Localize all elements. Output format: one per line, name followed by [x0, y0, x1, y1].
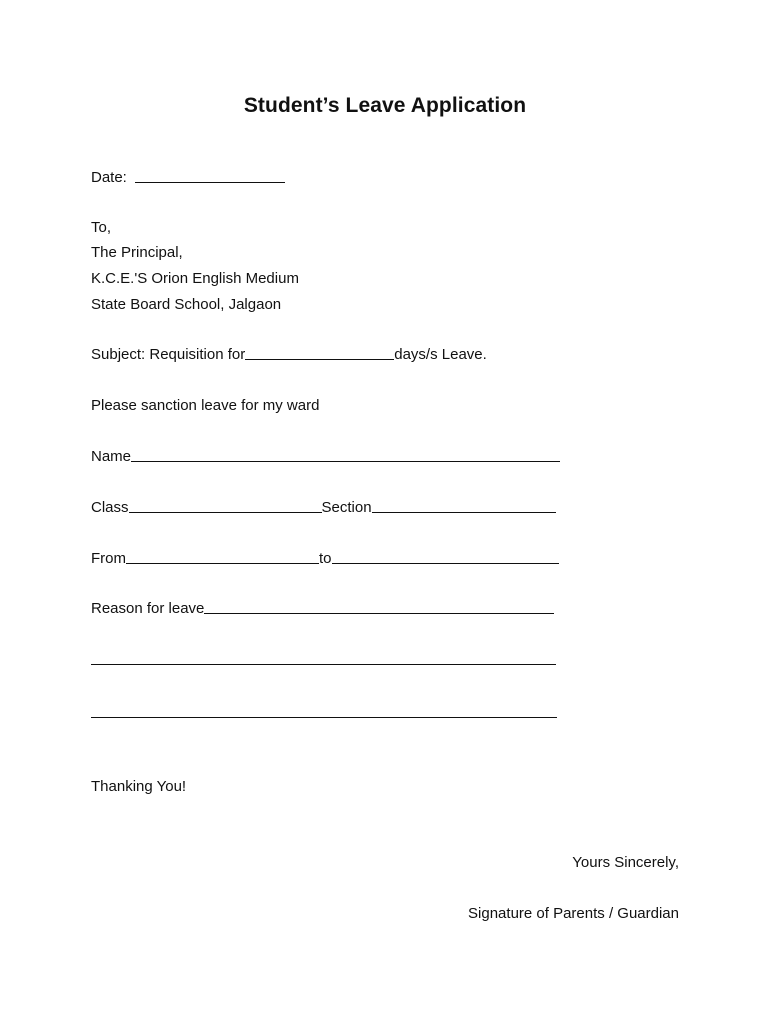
closing-text: Yours Sincerely,	[572, 854, 679, 871]
date-row	[91, 168, 285, 188]
subject-row	[91, 345, 487, 365]
reason-blank	[204, 601, 554, 614]
signature-label: Signature of Parents / Guardian	[468, 905, 679, 922]
subject-suffix: days/s Leave.	[394, 346, 487, 363]
date-blank	[135, 170, 285, 183]
thanks-text: Thanking You!	[91, 778, 187, 795]
section-label: Section	[321, 499, 372, 516]
reason-extra-blank-1	[91, 652, 556, 665]
from-label: From	[91, 550, 126, 567]
to-date-blank	[332, 551, 559, 564]
date-range-row	[91, 549, 559, 569]
reason-extra-line-1	[91, 650, 556, 670]
from-blank	[126, 551, 319, 564]
reason-extra-line-2	[91, 703, 557, 723]
reason-row	[91, 599, 554, 619]
to-label: To,	[91, 219, 112, 236]
section-blank	[372, 500, 556, 513]
request-text: Please sanction leave for my ward	[91, 397, 320, 414]
subject-prefix: Subject: Requisition for	[91, 346, 246, 363]
days-blank	[245, 347, 394, 360]
class-blank	[129, 500, 322, 513]
date-label: Date:	[91, 169, 127, 186]
school-name-line2: State Board School, Jalgaon	[91, 296, 282, 313]
page-title: Student’s Leave Application	[243, 94, 527, 117]
class-label: Class	[91, 499, 129, 516]
reason-label: Reason for leave	[91, 600, 205, 617]
addressee: The Principal,	[91, 244, 183, 261]
reason-extra-blank-2	[91, 705, 557, 718]
name-label: Name	[91, 448, 132, 465]
school-name-line1: K.C.E.'S Orion English Medium	[91, 270, 299, 287]
to-date-label: to	[319, 550, 332, 567]
name-blank	[131, 449, 560, 462]
name-row	[91, 447, 560, 467]
class-section-row	[91, 498, 556, 518]
